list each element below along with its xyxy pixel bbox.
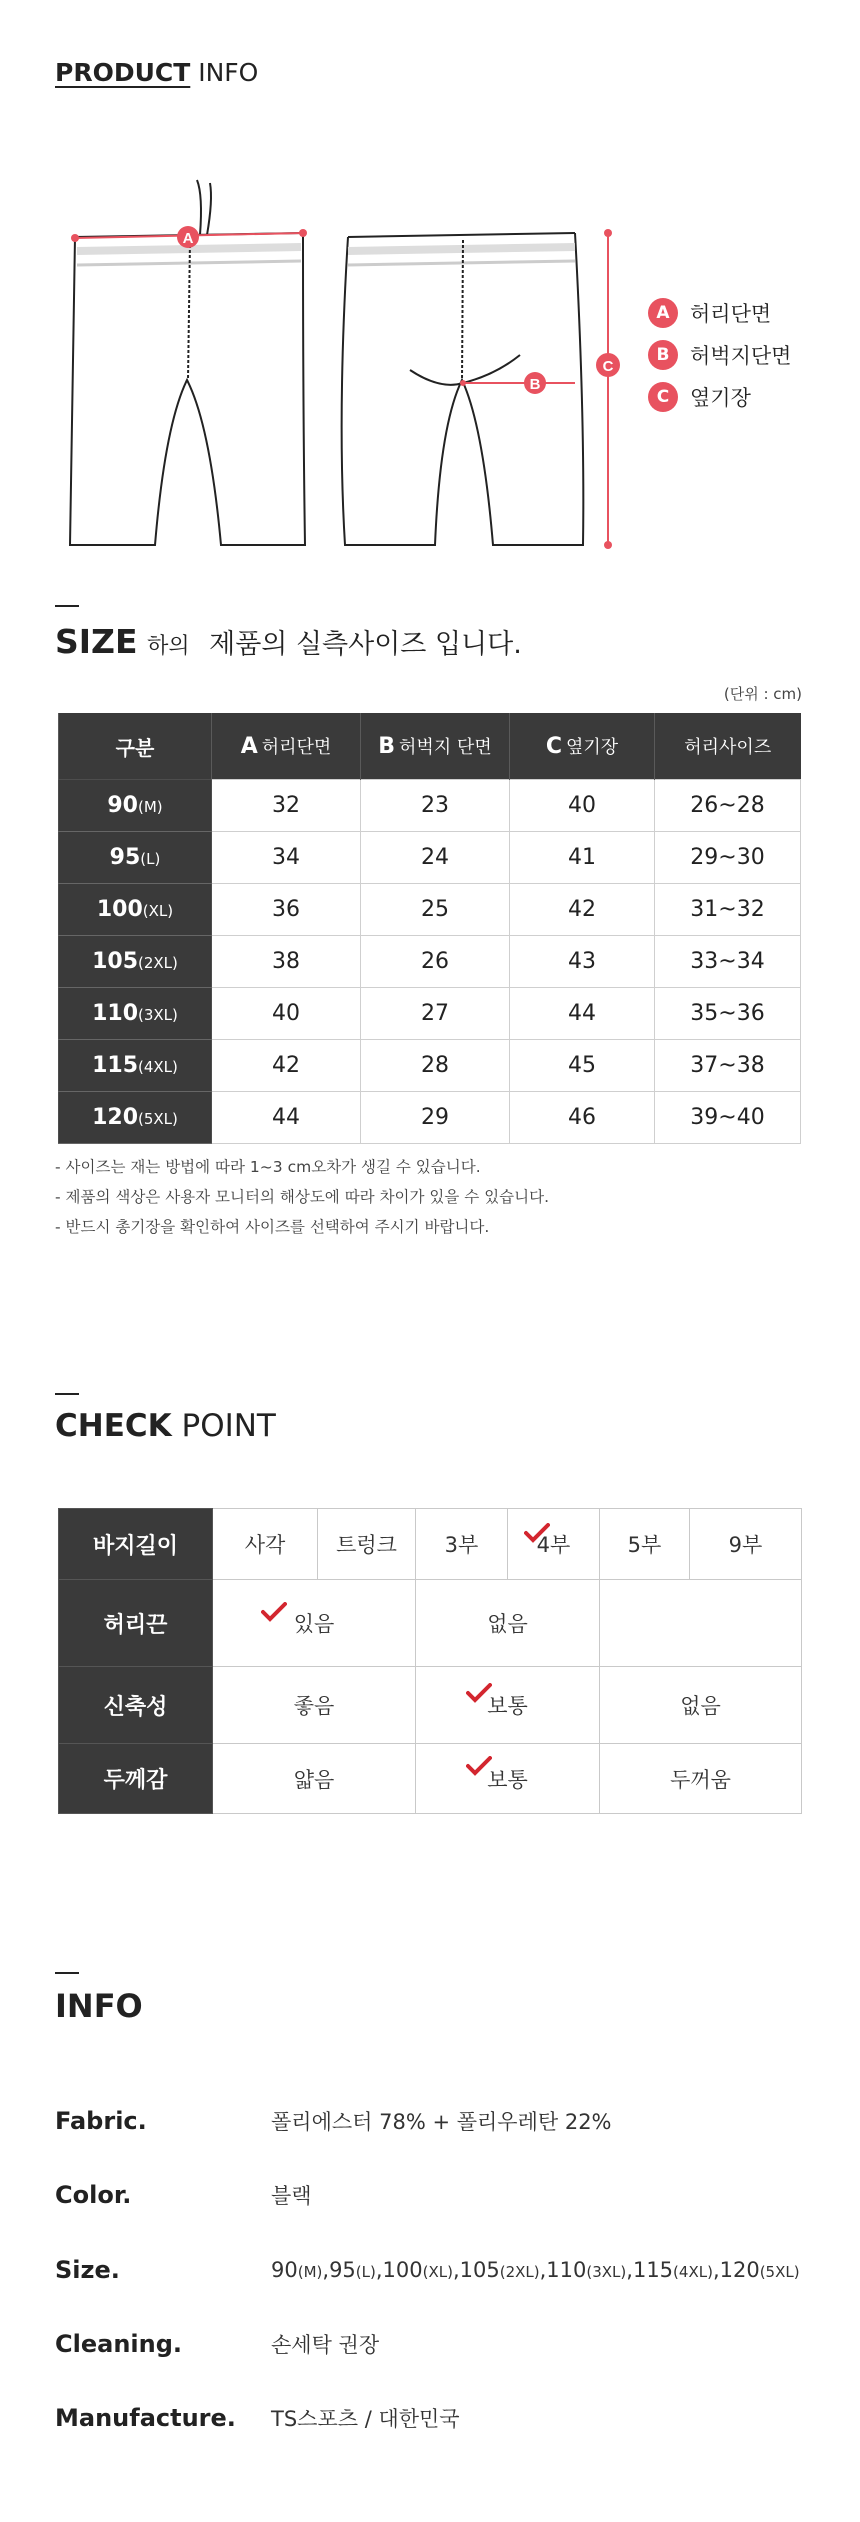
size-title-small: 하의 (147, 634, 190, 659)
legend-badge-a: A (648, 298, 678, 328)
thigh-section-value: 24 (361, 832, 510, 884)
option-empty (600, 1580, 802, 1667)
size-label: 110(3XL) (59, 988, 212, 1040)
table-row (59, 1040, 801, 1092)
side-length-value: 46 (510, 1092, 655, 1144)
info-key: Color. (55, 2181, 132, 2209)
check-point-title-rest: POINT (171, 1408, 276, 1444)
header-waist-section: A 허리단면 (212, 713, 361, 780)
side-length-value: 45 (510, 1040, 655, 1092)
info-key: Fabric. (55, 2107, 147, 2135)
check-label-thickness: 두께감 (59, 1744, 213, 1814)
info-key: Size. (55, 2256, 120, 2284)
info-title: INFO (55, 1987, 143, 2025)
thigh-section-value: 29 (361, 1092, 510, 1144)
info-row-color (55, 2175, 312, 2215)
option-no: 없음 (416, 1580, 600, 1667)
size-label: 95(L) (59, 832, 212, 884)
svg-text:B: B (529, 376, 541, 393)
info-value: 90(M),95(L),100(XL),105(2XL),110(3XL),115(4XL),120(5XL) (271, 2258, 800, 2282)
unit-label: (단위 : cm) (723, 685, 802, 703)
size-table-header (59, 713, 801, 780)
product-info-title (55, 58, 258, 87)
size-title-bold: SIZE (55, 622, 138, 661)
check-point-title (55, 1408, 276, 1444)
option-5bu: 5부 (600, 1509, 690, 1580)
legend-label-a: 허리단면 (690, 302, 772, 326)
thigh-section-value: 25 (361, 884, 510, 936)
table-row (59, 988, 801, 1040)
waist-size-value: 33~34 (655, 936, 801, 988)
size-notes (55, 1152, 549, 1242)
size-label: 105(2XL) (59, 936, 212, 988)
waist-size-value: 39~40 (655, 1092, 801, 1144)
waist-section-value: 44 (212, 1092, 361, 1144)
svg-text:C: C (602, 358, 614, 375)
check-mark-icon (524, 1523, 550, 1543)
option-4bu: 4부 (508, 1509, 600, 1580)
side-length-value: 43 (510, 936, 655, 988)
table-row (59, 832, 801, 884)
check-label-stretch: 신축성 (59, 1667, 213, 1744)
size-title (55, 622, 522, 661)
check-mark-icon (466, 1683, 492, 1703)
info-row-fabric (55, 2101, 612, 2141)
legend-item-a (648, 296, 791, 330)
option-none: 없음 (600, 1667, 802, 1744)
legend-label-c: 옆기장 (690, 386, 751, 410)
waist-size-value: 37~38 (655, 1040, 801, 1092)
option-9bu: 9부 (690, 1509, 802, 1580)
size-note: - 반드시 총기장을 확인하여 사이즈를 선택하여 주시기 바랍니다. (55, 1218, 490, 1236)
option-good: 좋음 (213, 1667, 416, 1744)
check-row-thickness (59, 1744, 802, 1814)
product-info-title-rest: INFO (190, 58, 259, 87)
legend-item-c (648, 380, 791, 414)
table-row (59, 1092, 801, 1144)
header-waist-size: 허리사이즈 (655, 713, 801, 780)
check-row-waistband (59, 1580, 802, 1667)
size-label: 115(4XL) (59, 1040, 212, 1092)
check-label-length: 바지길이 (59, 1509, 213, 1580)
shorts-diagram (55, 175, 635, 565)
waist-section-value: 36 (212, 884, 361, 936)
size-label: 100(XL) (59, 884, 212, 936)
option-yes: 있음 (213, 1580, 416, 1667)
info-row-cleaning (55, 2324, 379, 2364)
option-normal: 보통 (416, 1667, 600, 1744)
option-3bu: 3부 (416, 1509, 508, 1580)
thigh-section-value: 28 (361, 1040, 510, 1092)
waist-size-value: 29~30 (655, 832, 801, 884)
waist-section-value: 34 (212, 832, 361, 884)
info-row-size (55, 2250, 800, 2290)
waist-size-value: 26~28 (655, 780, 801, 832)
check-row-stretch (59, 1667, 802, 1744)
header-thigh-section: B 허벅지 단면 (361, 713, 510, 780)
option-thin: 얇음 (213, 1744, 416, 1814)
size-label: 120(5XL) (59, 1092, 212, 1144)
info-divider (55, 1972, 79, 1974)
check-label-waistband: 허리끈 (59, 1580, 213, 1667)
info-value: 폴리에스터 78% + 폴리우레탄 22% (271, 2110, 612, 2134)
option-thick: 두꺼움 (600, 1744, 802, 1814)
legend-badge-c: C (648, 382, 678, 412)
option-square-cut: 사각 (213, 1509, 318, 1580)
waist-section-value: 40 (212, 988, 361, 1040)
option-normal: 보통 (416, 1744, 600, 1814)
info-key: Cleaning. (55, 2330, 183, 2358)
check-divider (55, 1393, 79, 1395)
legend-label-b: 허벅지단면 (690, 344, 792, 368)
size-divider (55, 605, 79, 607)
header-side-length: C 옆기장 (510, 713, 655, 780)
waist-section-value: 42 (212, 1040, 361, 1092)
info-value: TS스포츠 / 대한민국 (271, 2407, 460, 2431)
waist-size-value: 35~36 (655, 988, 801, 1040)
size-title-rest: 제품의 실측사이즈 입니다. (209, 629, 522, 660)
info-value: 블랙 (271, 2184, 312, 2208)
thigh-section-value: 26 (361, 936, 510, 988)
product-info-title-bold: PRODUCT (55, 58, 191, 87)
table-row (59, 936, 801, 988)
check-row-length (59, 1509, 802, 1580)
waist-section-value: 38 (212, 936, 361, 988)
side-length-value: 42 (510, 884, 655, 936)
table-row (59, 780, 801, 832)
legend-item-b (648, 338, 791, 372)
check-point-title-bold: CHECK (55, 1408, 172, 1444)
table-row (59, 884, 801, 936)
size-label: 90(M) (59, 780, 212, 832)
legend-badge-b: B (648, 340, 678, 370)
waist-section-value: 32 (212, 780, 361, 832)
option-trunk: 트렁크 (318, 1509, 416, 1580)
side-length-value: 44 (510, 988, 655, 1040)
size-note: - 제품의 색상은 사용자 모니터의 해상도에 따라 차이가 있을 수 있습니다. (55, 1188, 550, 1206)
info-value: 손세탁 권장 (271, 2333, 380, 2357)
thigh-section-value: 27 (361, 988, 510, 1040)
size-table (58, 713, 801, 1144)
size-note: - 사이즈는 재는 방법에 따라 1~3 cm오차가 생길 수 있습니다. (55, 1158, 481, 1176)
check-mark-icon (261, 1602, 287, 1622)
info-key: Manufacture. (55, 2404, 236, 2432)
check-mark-icon (466, 1756, 492, 1776)
check-point-table (58, 1508, 802, 1814)
side-length-value: 40 (510, 780, 655, 832)
svg-text:A: A (182, 230, 194, 247)
waist-size-value: 31~32 (655, 884, 801, 936)
measurement-legend (648, 296, 791, 414)
side-length-value: 41 (510, 832, 655, 884)
thigh-section-value: 23 (361, 780, 510, 832)
info-row-manufacture (55, 2398, 460, 2438)
header-category: 구분 (59, 713, 212, 780)
